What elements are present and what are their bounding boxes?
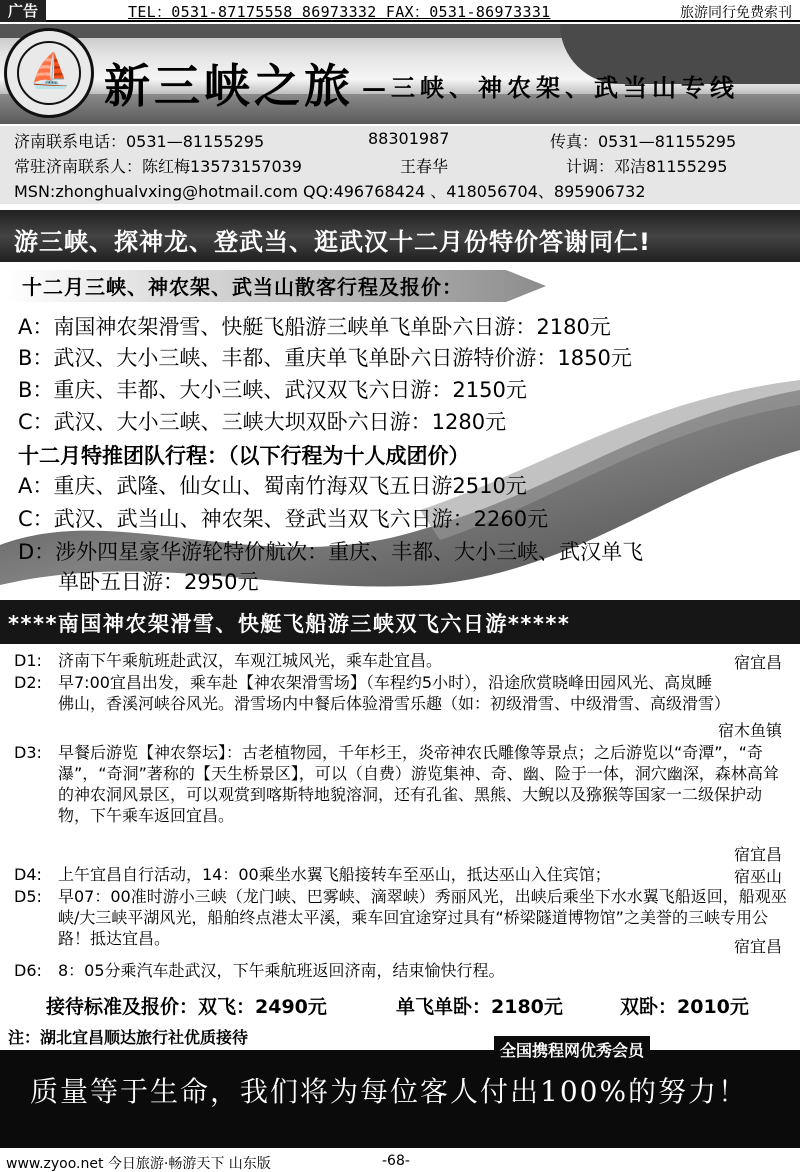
resident-contact: 常驻济南联系人：陈红梅13573157039 (14, 157, 302, 176)
fax: 传真：0531—81155295 (550, 132, 737, 151)
day-label: D3: (14, 743, 42, 762)
page-footer (0, 1150, 800, 1172)
contact-box (0, 126, 800, 204)
slogan-box (0, 1050, 800, 1148)
day-text: 8：05分乘汽车赴武汉，下午乘航班返回济南，结束愉快行程。 (58, 961, 505, 980)
brand-title: 新三峡之旅 (104, 59, 354, 113)
msn-qq: MSN:zhonghualvxing@hotmail.com QQ:496768424 、418056704、895906732 (14, 182, 646, 201)
member-badge: 全国携程网优秀会员 (494, 1036, 650, 1063)
dispatcher: 计调：邓洁81155295 (566, 157, 728, 176)
route-item: C：武汉、大小三峡、三峡大坝双卧六日游：1280元 (18, 410, 507, 434)
brand-banner (0, 24, 800, 124)
route-item: B：武汉、大小三峡、丰都、重庆单飞单卧六日游特价游：1850元 (18, 346, 632, 370)
day-2 (14, 672, 794, 738)
ad-tag: 广告 (0, 0, 46, 22)
day-3-stay: 宿宜昌 (733, 845, 782, 864)
featured-tour-banner (0, 600, 800, 644)
day-text: 早餐后游览【神农祭坛】：古老植物园，千年杉王，炎帝神农氏雕像等景点；之后游览以“奇潭”，“奇瀑”，“奇洞”著称的【天生桥景区】，可以（自费）游览集神、奇、幽、险于一体，洞穴幽深，森林高耸的神农洞风景区，可以观赏到喀斯特地貌溶洞，还有孔雀、黑熊、大鲵以及猕猴等国家一二级保护动物，下午乘车返回宜昌。 (58, 743, 779, 825)
day-5 (14, 886, 794, 952)
index-note: 旅游同行免费索刊 (680, 5, 792, 21)
day-text: 早07：00准时游小三峡（龙门峡、巴雾峡、滴翠峡）秀丽风光，出峡后乘坐下水水翼飞船返回，船观巫峡/大三峡平湖风光，船舶终点港太平溪，乘车回宜途穿过具有“桥梁隧道博物馆”之美誉的三峡专用公路！抵达宜昌。 (58, 887, 787, 948)
day-label: D5: (14, 887, 42, 906)
group-route-item: C：武汉、武当山、神农架、登武当双飞六日游：2260元 (18, 507, 549, 531)
day-2-stay: 宿木鱼镇 (717, 721, 782, 740)
day-5-stay: 宿宜昌 (733, 937, 782, 956)
jinan-phone-2: 88301987 (368, 129, 450, 148)
day-6 (14, 960, 794, 982)
day-1 (14, 650, 794, 672)
group-route-item: A：重庆、武隆、仙女山、蜀南竹海双飞五日游2510元 (18, 474, 527, 498)
day-label: D6: (14, 961, 42, 980)
price-double-flight: 接待标准及报价：双飞：2490元 (46, 996, 327, 1018)
top-bar (0, 0, 800, 22)
day-4 (14, 864, 794, 886)
day-text: 早7:00宜昌出发，乘车赴【神农架滑雪场】（车程约5小时），沿途欣赏晓峰田园风光、高岚睡佛山，香溪河峡谷风光。滑雪场内中餐后体验滑雪乐趣（如：初级滑雪、中级滑雪、高级滑雪） (58, 673, 731, 713)
headline-text: 游三峡、探神龙、登武当、逛武汉十二月份特价答谢同仁! (14, 228, 651, 256)
tel-fax-line: TEL：0531-87175558 86973332 FAX：0531-86973331 (128, 3, 551, 21)
day-4-stay: 宿巫山 (733, 867, 782, 886)
group-tour-title: 十二月特推团队行程：（以下行程为十人成团价） (18, 444, 470, 468)
brand-subtitle: —三峡、神农架、武当山专线 (362, 73, 739, 102)
jinan-phone: 济南联系电话：0531—81155295 (14, 132, 265, 151)
route-item: B：重庆、丰都、大小三峡、武汉双飞六日游：2150元 (18, 378, 527, 402)
resident-contact-2: 王春华 (400, 157, 449, 176)
day-label: D2: (14, 673, 42, 692)
day-1-stay: 宿宜昌 (733, 653, 782, 672)
price-row (0, 992, 800, 1018)
day-3 (14, 742, 794, 852)
agency-note: 注：湖北宜昌顺达旅行社优质接待 (8, 1028, 249, 1047)
company-logo (4, 28, 94, 118)
section-title: 十二月三峡、神农架、武当山散客行程及报价： (22, 275, 463, 299)
price-single-flight: 单飞单卧：2180元 (396, 996, 563, 1018)
ship-icon: ⛵ (29, 51, 72, 91)
footer-site: www.zyoo.net 今日旅游·畅游天下 山东版 (6, 1156, 271, 1172)
page-number: -68- (382, 1153, 410, 1169)
price-double-sleeper: 双卧：2010元 (620, 996, 749, 1018)
featured-tour-title: ****南国神农架滑雪、快艇飞船游三峡双飞六日游***** (8, 612, 571, 636)
day-text: 上午宜昌自行活动，14：00乘坐水翼飞船接转车至巫山，抵达巫山入住宾馆； (58, 865, 611, 884)
route-item: A：南国神农架滑雪、快艇飞船游三峡单飞单卧六日游：2180元 (18, 315, 611, 339)
day-label: D4: (14, 865, 42, 884)
group-route-item: D：涉外四星豪华游轮特价航次：重庆、丰都、大小三峡、武汉单飞 (18, 540, 644, 564)
group-route-item-cont: 单卧五日游：2950元 (58, 570, 259, 594)
slogan-text: 质量等于生命，我们将为每位客人付出100%的努力！ (30, 1075, 749, 1108)
day-label: D1: (14, 651, 42, 670)
day-text: 济南下午乘航班赴武汉，车观江城风光，乘车赴宜昌。 (58, 651, 443, 670)
headline-banner (0, 210, 800, 262)
